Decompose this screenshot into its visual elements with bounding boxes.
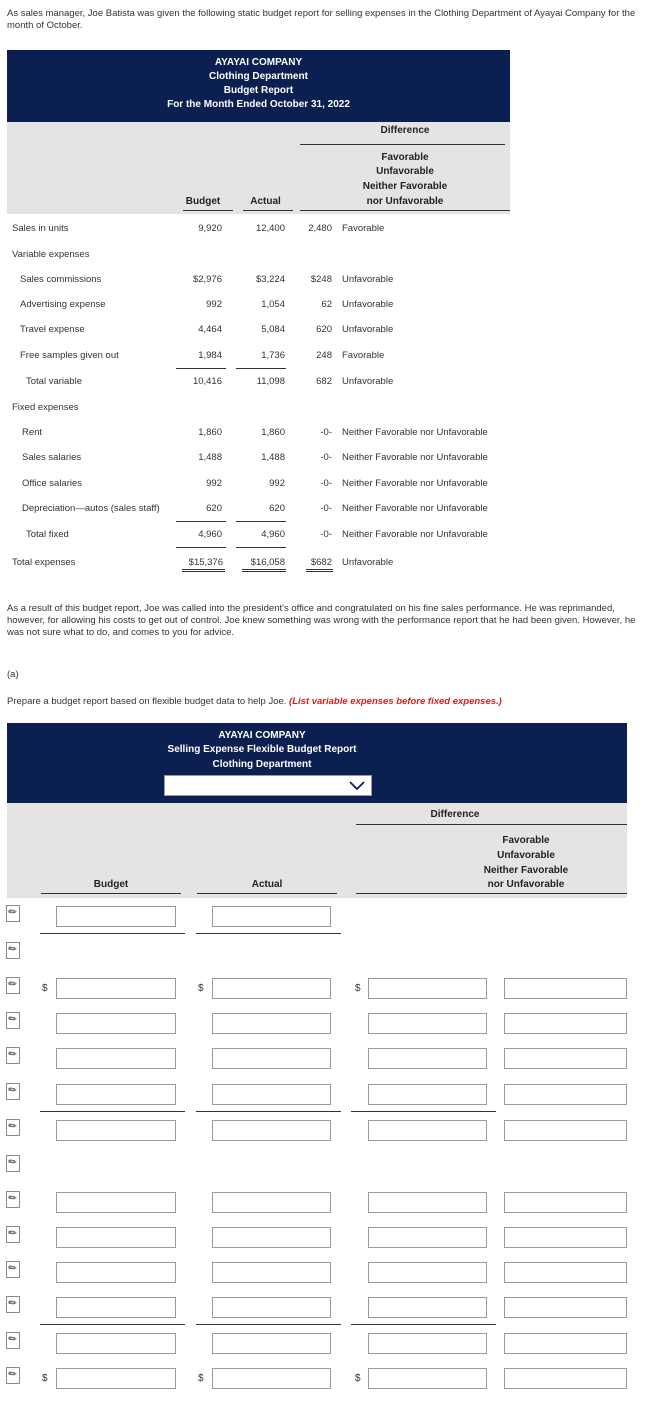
static-row-actual: 1,488 [261,452,285,463]
instruction-note: (List variable expenses before fixed expenses.) [289,696,502,707]
static-double-rule [306,569,333,572]
flex-col-actual: Actual [251,879,283,890]
static-row-label: Travel expense [20,324,85,335]
static-rule [176,521,226,522]
static-row-status: Neither Favorable nor Unfavorable [342,529,488,540]
static-double-rule [242,569,286,572]
column-rule [196,1324,341,1325]
static-col-actual: Actual [250,196,281,207]
edit-icon[interactable] [6,1083,20,1100]
static-row-diff: -0- [320,452,332,463]
static-row-diff: 2,480 [308,223,332,234]
pencil-glyph: ✎ [6,905,20,920]
static-diff-sub3: Neither Favorable [362,181,448,192]
budget-input[interactable] [56,1262,176,1283]
flex-title: Selling Expense Flexible Budget Report [167,744,357,755]
static-row-diff: -0- [320,529,332,540]
difference-input[interactable] [368,1368,487,1389]
actual-input[interactable] [212,1227,331,1248]
scenario-text: As a result of this budget report, Joe was called into the president's office and congratulated on his fine sales performance. He was reprimanded, however, for allowing his costs to get out of control. Joe knew something was wrong with the performance report that he had been given. However, he was not sure what to do, and comes to you for advice. [7,603,636,638]
difference-status-input[interactable] [504,1227,627,1248]
instruction [7,696,647,708]
flex-diff-sub2: Unfavorable [497,850,555,861]
pencil-glyph: ✎ [6,1332,20,1347]
dollar-sign: $ [198,983,204,994]
static-row-status: Unfavorable [342,376,394,387]
period-select[interactable] [164,775,372,796]
part-label: (a) [7,669,19,680]
actual-input[interactable] [212,1192,331,1213]
difference-input[interactable] [368,978,487,999]
column-rule [196,933,341,934]
dollar-sign: $ [42,1373,48,1384]
flex-diff-sub3: Neither Favorable [483,865,569,876]
static-budget-rule [183,210,233,211]
budget-input[interactable] [56,978,176,999]
static-diff-sub1: Favorable [381,152,429,163]
static-row-label: Total fixed [26,529,69,540]
pencil-glyph: ✎ [6,1119,20,1134]
static-row-label: Rent [22,427,43,438]
actual-input[interactable] [212,1048,331,1069]
pencil-glyph: ✎ [6,1367,20,1382]
difference-status-input[interactable] [504,1297,627,1318]
static-row-budget: 10,416 [192,376,222,387]
budget-input[interactable] [56,1297,176,1318]
static-row-label: Free samples given out [20,350,119,361]
budget-input[interactable] [56,1084,176,1105]
column-rule [351,1324,496,1325]
static-row-actual: 4,960 [261,529,285,540]
pencil-glyph: ✎ [6,1226,20,1241]
static-row-actual: 11,098 [256,376,285,387]
static-rule [236,521,286,522]
flex-col-difference: Difference [430,809,480,820]
static-row-actual: 1,736 [261,350,285,361]
static-report-name: Budget Report [223,85,294,96]
static-row-budget: 1,984 [198,350,222,361]
static-column-header [7,122,510,214]
edit-icon[interactable] [6,905,20,922]
edit-icon[interactable] [6,1226,20,1243]
edit-icon[interactable] [6,1047,20,1064]
static-row-actual: 1,054 [261,299,285,310]
difference-input[interactable] [368,1013,487,1034]
edit-icon[interactable] [6,977,20,994]
column-rule [196,1111,341,1112]
static-row-status: Unfavorable [342,557,394,568]
budget-input[interactable] [56,1120,176,1141]
static-row-budget: 9,920 [198,223,222,234]
static-rule [236,368,286,369]
static-row-status: Unfavorable [342,274,394,285]
static-row-status: Unfavorable [342,324,394,335]
static-row-budget: $2,976 [192,274,222,285]
static-row-status: Unfavorable [342,299,394,310]
static-row-actual: 5,084 [261,324,285,335]
static-row-budget: 1,860 [198,427,222,438]
static-row-label: Total variable [26,376,82,387]
dollar-sign: $ [355,983,361,994]
column-rule [40,1111,185,1112]
budget-input[interactable] [56,1013,176,1034]
edit-icon[interactable] [6,942,20,959]
static-row-actual: $3,224 [255,274,285,285]
edit-icon[interactable] [6,1296,20,1313]
edit-icon[interactable] [6,1367,20,1384]
actual-input[interactable] [212,978,331,999]
pencil-glyph: ✎ [6,942,20,957]
static-row-label: Depreciation—autos (sales staff) [22,503,160,514]
difference-input[interactable] [368,1192,487,1213]
pencil-glyph: ✎ [6,1155,20,1170]
pencil-glyph: ✎ [6,1083,20,1098]
budget-input[interactable] [56,1333,176,1354]
budget-input[interactable] [56,1368,176,1389]
edit-icon[interactable] [6,1155,20,1172]
actual-input[interactable] [212,1013,331,1034]
actual-input[interactable] [212,1368,331,1389]
flex-column-header [7,803,627,898]
pencil-glyph: ✎ [6,1191,20,1206]
dollar-sign: $ [42,983,48,994]
flex-actual-rule [197,893,337,894]
edit-icon[interactable] [6,1119,20,1136]
static-department: Clothing Department [209,71,308,82]
static-row-diff: 62 [321,299,332,310]
difference-input[interactable] [368,1084,487,1105]
difference-status-input[interactable] [504,1192,627,1213]
static-row-status: Favorable [342,350,385,361]
pencil-glyph: ✎ [6,1261,20,1276]
static-row-diff: 248 [316,350,332,361]
actual-input[interactable] [212,1262,331,1283]
edit-icon[interactable] [6,1261,20,1278]
static-row-diff: -0- [320,427,332,438]
difference-input[interactable] [368,1048,487,1069]
static-row-label: Advertising expense [20,299,106,310]
difference-status-input[interactable] [504,978,627,999]
static-rule [176,368,226,369]
flex-department: Clothing Department [212,759,312,770]
flex-diff-sub1: Favorable [502,835,550,846]
actual-input[interactable] [212,906,331,927]
static-row-label: Sales commissions [20,274,102,285]
dollar-sign: $ [355,1373,361,1384]
pencil-glyph: ✎ [6,977,20,992]
static-section-label: Fixed expenses [12,402,79,413]
static-row-status: Favorable [342,223,385,234]
static-row-budget: 1,488 [198,452,222,463]
static-actual-rule [243,210,293,211]
pencil-glyph: ✎ [6,1296,20,1311]
budget-input[interactable] [56,1048,176,1069]
edit-icon[interactable] [6,1012,20,1029]
difference-status-input[interactable] [504,1368,627,1389]
difference-status-input[interactable] [504,1048,627,1069]
budget-input[interactable] [56,1192,176,1213]
static-row-status: Neither Favorable nor Unfavorable [342,503,488,514]
actual-input[interactable] [212,1333,331,1354]
static-diff-sub4: nor Unfavorable [366,196,444,207]
static-row-label: Sales salaries [22,452,82,463]
dollar-sign: $ [198,1373,204,1384]
static-row-actual: $16,058 [250,557,285,568]
static-rule [236,547,286,548]
difference-input[interactable] [368,1227,487,1248]
instruction-text: Prepare a budget report based on flexible budget data to help Joe. [7,696,287,707]
flex-diff-sub4: nor Unfavorable [487,879,565,890]
static-diff-sub2: Unfavorable [376,166,434,177]
flex-diff-rule [356,824,627,825]
column-rule [351,1111,496,1112]
static-row-status: Neither Favorable nor Unfavorable [342,452,488,463]
static-col-budget: Budget [185,196,221,207]
static-row-budget: 992 [206,299,222,310]
static-row-budget: 620 [206,503,222,514]
static-row-budget: 4,960 [198,529,222,540]
static-row-actual: 12,400 [255,223,285,234]
flex-budget-rule [41,893,181,894]
static-row-budget: 992 [206,478,222,489]
edit-icon[interactable] [6,1332,20,1349]
static-row-label: Office salaries [22,478,83,489]
column-rule [40,1324,185,1325]
static-period: For the Month Ended October 31, 2022 [167,99,350,110]
pencil-glyph: ✎ [6,1047,20,1062]
static-section-label: Variable expenses [12,249,90,260]
static-row-diff: -0- [320,478,332,489]
static-rule [176,547,226,548]
pencil-glyph: ✎ [6,1012,20,1027]
static-row-actual: 992 [269,478,285,489]
actual-input[interactable] [212,1084,331,1105]
difference-input[interactable] [368,1262,487,1283]
chevron-down-icon [349,781,365,791]
difference-input[interactable] [368,1297,487,1318]
static-row-diff: $248 [310,274,332,285]
static-report-header [7,50,510,122]
static-row-label: Total expenses [12,557,76,568]
budget-input[interactable] [56,1227,176,1248]
difference-input[interactable] [368,1333,487,1354]
difference-status-input[interactable] [504,1120,627,1141]
intro-text: As sales manager, Joe Batista was given the following static budget report for selling expenses in the Clothing Department of Ayayai Company for the month of October. [7,8,636,31]
difference-status-input[interactable] [504,1333,627,1354]
budget-input[interactable] [56,906,176,927]
static-double-rule [182,569,225,572]
static-row-budget: 4,464 [198,324,222,335]
column-rule [40,933,185,934]
static-diff-rule [300,144,505,145]
actual-input[interactable] [212,1120,331,1141]
static-row-actual: 620 [269,503,285,514]
flex-diff-bottom-rule [356,893,627,894]
actual-input[interactable] [212,1297,331,1318]
difference-status-input[interactable] [504,1084,627,1105]
static-row-diff: $682 [310,557,332,568]
static-col-difference: Difference [380,125,430,136]
static-row-diff: -0- [320,503,332,514]
flex-company: AYAYAI COMPANY [218,730,306,741]
static-row-diff: 620 [316,324,332,335]
static-diff-bottom-rule [300,210,510,211]
static-row-status: Neither Favorable nor Unfavorable [342,478,488,489]
difference-status-input[interactable] [504,1262,627,1283]
static-company: AYAYAI COMPANY [214,57,303,68]
static-row-diff: 682 [316,376,332,387]
static-row-actual: 1,860 [261,427,285,438]
flex-col-budget: Budget [93,879,129,890]
static-row-budget: $15,376 [188,557,223,568]
flex-report-header [7,723,627,803]
difference-input[interactable] [368,1120,487,1141]
edit-icon[interactable] [6,1191,20,1208]
static-row-status: Neither Favorable nor Unfavorable [342,427,488,438]
difference-status-input[interactable] [504,1013,627,1034]
static-row-label: Sales in units [12,223,69,234]
